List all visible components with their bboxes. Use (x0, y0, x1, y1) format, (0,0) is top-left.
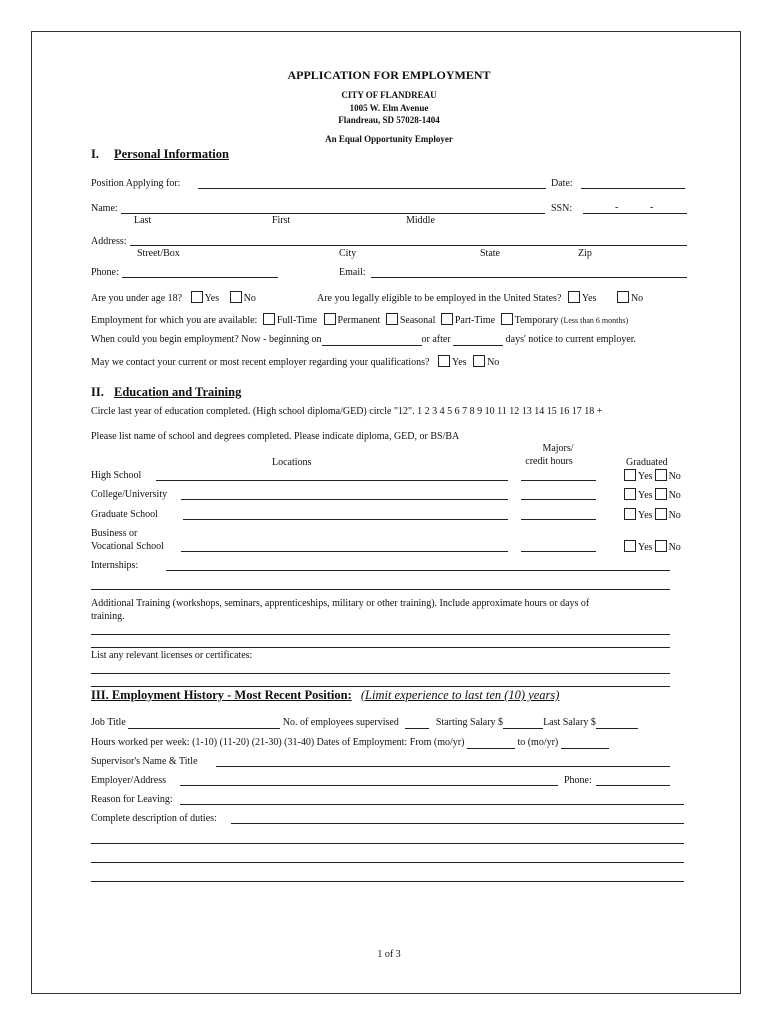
begin-date-field[interactable] (322, 334, 422, 346)
checkbox-icon (624, 469, 636, 481)
checkbox-icon (624, 540, 636, 552)
licenses-label: List any relevant licenses or certificates: (91, 650, 253, 661)
business-or-label: Business or (91, 528, 138, 539)
high-school-location-field[interactable] (156, 480, 508, 481)
internships-label: Internships: (91, 560, 139, 571)
graduated-header: Graduated (626, 457, 668, 468)
name-middle-caption: Middle (406, 215, 435, 226)
high-school-majors-field[interactable] (521, 480, 596, 481)
internships-field-2[interactable] (91, 589, 670, 590)
date-label: Date: (551, 178, 573, 189)
parttime-option[interactable]: Part-Time (441, 315, 495, 326)
address-zip-caption: Zip (578, 248, 592, 259)
checkbox-icon (191, 291, 203, 303)
eligible-question (317, 291, 643, 304)
duties-field-1[interactable] (231, 823, 684, 824)
notice-days-field[interactable] (453, 334, 503, 346)
address-street-caption: Street/Box (137, 248, 180, 259)
section-3-heading (91, 688, 559, 703)
ssn-dash-1: - (615, 202, 619, 213)
under-18-yes[interactable]: Yes (191, 293, 220, 304)
eoe-statement: An Equal Opportunity Employer (325, 134, 453, 144)
phone-label: Phone: (91, 267, 119, 278)
section-2-number: II. (91, 385, 104, 399)
section-1-title: Personal Information (114, 147, 229, 161)
availability-label: Employment for which you are available: (91, 315, 258, 326)
majors-header-1: Majors/ (542, 443, 574, 454)
permanent-option[interactable]: Permanent (324, 315, 381, 326)
ssn-label: SSN: (551, 203, 573, 214)
graduate-school-location-field[interactable] (183, 519, 508, 520)
graduate-school-graduated[interactable]: Yes No (624, 508, 681, 521)
address-label: Address: (91, 236, 127, 247)
eligible-no[interactable]: No (617, 293, 643, 304)
org-name: CITY OF FLANDREAU (341, 90, 437, 100)
duties-field-2[interactable] (91, 843, 684, 844)
job-title-field[interactable] (128, 717, 280, 729)
education-circle-text: Circle last year of education completed. (High school diploma/GED) circle "12". 1 2 3 4 5 6 7 8 9 10 11 12 13 14 15 16 17 18 + (91, 406, 603, 417)
checkbox-icon (617, 291, 629, 303)
vocational-school-label: Vocational School (91, 541, 164, 552)
name-field[interactable] (121, 213, 545, 214)
eligible-label: Are you legally eligible to be employed in the United States? (317, 293, 562, 304)
education-list-text: Please list name of school and degrees completed. Please indicate diploma, GED, or BS/BA (91, 431, 460, 442)
under-18-label: Are you under age 18? (91, 293, 183, 304)
licenses-field-2[interactable] (91, 686, 670, 687)
num-employees-field[interactable] (405, 717, 429, 729)
org-address-2: Flandreau, SD 57028-1404 (338, 115, 440, 125)
last-salary-field[interactable] (596, 717, 638, 729)
ssn-dash-2: - (650, 202, 654, 213)
employer-phone-label: Phone: (564, 775, 592, 786)
contact-no[interactable]: No (473, 357, 499, 368)
duties-field-4[interactable] (91, 881, 684, 882)
checkbox-icon (655, 469, 667, 481)
checkbox-icon (441, 313, 453, 325)
employer-label: Employer/Address (91, 775, 166, 786)
additional-training-field-1[interactable] (91, 634, 670, 635)
vocational-graduated[interactable]: Yes No (624, 540, 681, 553)
employment-to-field[interactable] (561, 737, 609, 749)
checkbox-icon (655, 540, 667, 552)
section-3-title: III. Employment History - Most Recent Position: (91, 688, 352, 702)
college-location-field[interactable] (181, 499, 508, 500)
college-majors-field[interactable] (521, 499, 596, 500)
additional-training-text-1: Additional Training (workshops, seminars, apprenticeships, military or other training). Include approximate hours or days of (91, 598, 590, 609)
additional-training-field-2[interactable] (91, 647, 670, 648)
date-field[interactable] (581, 188, 685, 189)
eligible-yes[interactable]: Yes (568, 293, 597, 304)
employer-field[interactable] (180, 785, 558, 786)
section-1-number: I. (91, 147, 99, 161)
begin-question: When could you begin employment? Now - beginning on or after days' notice to current employer. (91, 334, 637, 345)
vocational-location-field[interactable] (181, 551, 508, 552)
checkbox-icon (624, 488, 636, 500)
fulltime-option[interactable]: Full-Time (263, 315, 317, 326)
temporary-option[interactable]: Temporary (501, 315, 559, 326)
high-school-label: High School (91, 470, 142, 481)
checkbox-icon (501, 313, 513, 325)
org-address-1: 1005 W. Elm Avenue (349, 103, 429, 113)
address-city-caption: City (339, 248, 357, 259)
checkbox-icon (568, 291, 580, 303)
name-first-caption: First (272, 215, 291, 226)
contact-yes[interactable]: Yes (438, 357, 467, 368)
under-18-question (91, 291, 256, 304)
checkbox-icon (624, 508, 636, 520)
ssn-field[interactable] (583, 213, 687, 214)
starting-salary-field[interactable] (503, 717, 543, 729)
checkbox-icon (230, 291, 242, 303)
position-label: Position Applying for: (91, 178, 181, 189)
graduate-school-label: Graduate School (91, 509, 158, 520)
seasonal-option[interactable]: Seasonal (386, 315, 436, 326)
additional-training-text-2: training. (91, 611, 125, 622)
college-graduated[interactable]: Yes No (624, 488, 681, 501)
checkbox-icon (263, 313, 275, 325)
checkbox-icon (655, 508, 667, 520)
contact-question: May we contact your current or most recent employer regarding your qualifications? Yes No (91, 357, 500, 368)
address-state-caption: State (480, 248, 500, 259)
reason-label: Reason for Leaving: (91, 794, 173, 805)
job-title-row: Job Title No. of employees supervised Starting Salary $ Last Salary $ (91, 717, 638, 729)
email-label: Email: (339, 267, 366, 278)
duties-label: Complete description of duties: (91, 813, 217, 824)
section-3-note: (Limit experience to last ten (10) years) (360, 688, 560, 702)
college-label: College/University (91, 489, 168, 500)
licenses-field-1[interactable] (91, 673, 670, 674)
page-number: 1 of 3 (377, 949, 401, 960)
section-2-title: Education and Training (114, 385, 242, 399)
duties-field-3[interactable] (91, 862, 684, 863)
form-title: APPLICATION FOR EMPLOYMENT (287, 68, 491, 82)
name-last-caption: Last (134, 215, 152, 226)
position-field[interactable] (198, 188, 546, 189)
employment-from-field[interactable] (467, 737, 515, 749)
temporary-note: (Less than 6 months) (560, 316, 629, 325)
name-label: Name: (91, 203, 118, 214)
availability-row (91, 313, 628, 326)
majors-header-2: credit hours (525, 456, 573, 467)
vocational-majors-field[interactable] (521, 551, 596, 552)
phone-field[interactable] (122, 277, 278, 278)
locations-header: Locations (272, 457, 312, 468)
supervisor-label: Supervisor's Name & Title (91, 756, 198, 767)
internships-field-1[interactable] (166, 570, 670, 571)
graduate-school-majors-field[interactable] (521, 519, 596, 520)
address-field[interactable] (130, 245, 687, 246)
under-18-no[interactable]: No (230, 293, 256, 304)
employer-phone-field[interactable] (596, 785, 670, 786)
checkbox-icon (324, 313, 336, 325)
high-school-graduated[interactable]: Yes No (624, 469, 681, 482)
email-field[interactable] (371, 277, 687, 278)
checkbox-icon (473, 355, 485, 367)
checkbox-icon (655, 488, 667, 500)
hours-worked-row: Hours worked per week: (1-10) (11-20) (21-30) (31-40) Dates of Employment: From (mo/yr) to (mo/yr) (91, 737, 609, 749)
supervisor-field[interactable] (216, 766, 670, 767)
checkbox-icon (386, 313, 398, 325)
reason-field[interactable] (180, 804, 684, 805)
checkbox-icon (438, 355, 450, 367)
